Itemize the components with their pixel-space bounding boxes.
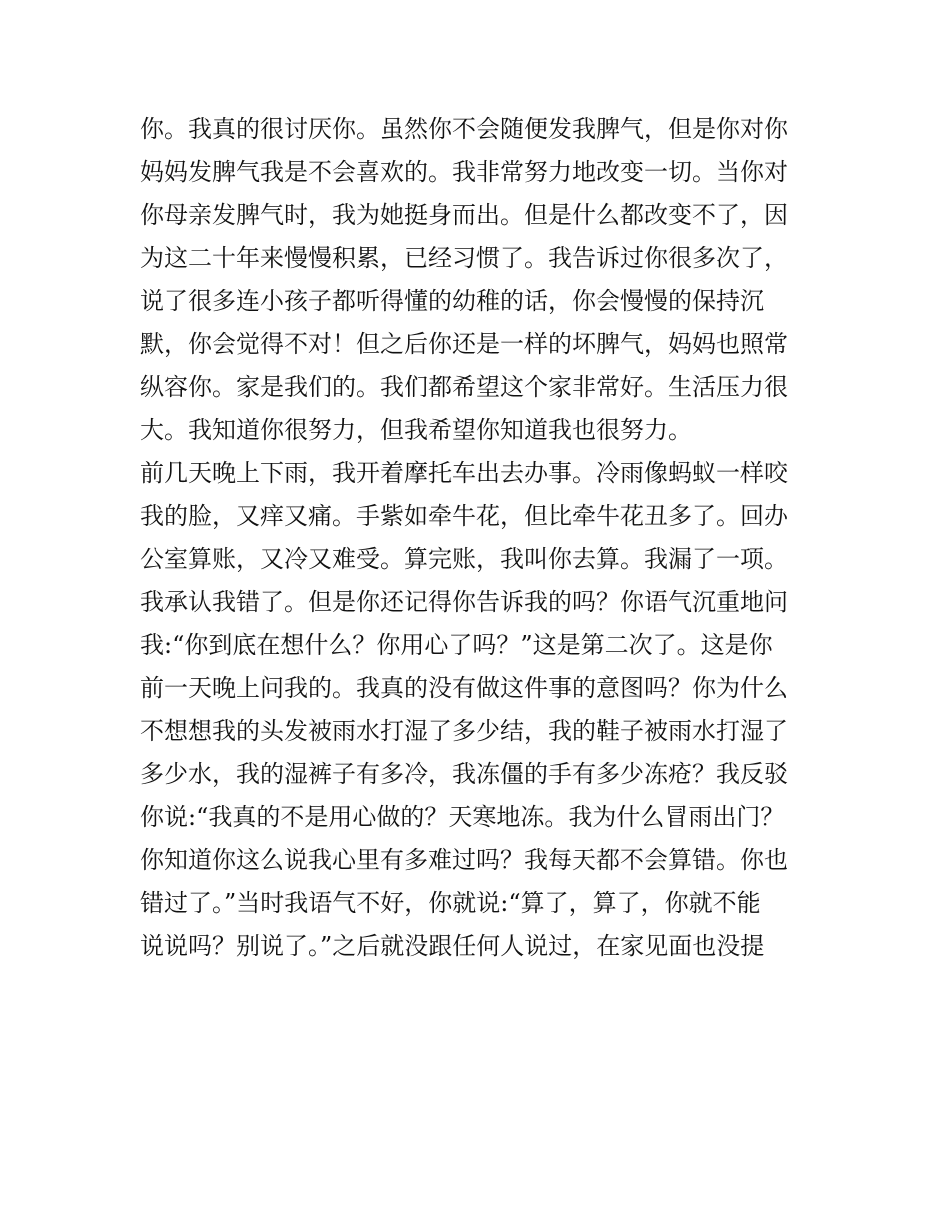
- text-line: 妈妈发脾气我是不会喜欢的。我非常努力地改变一切。当你对: [140, 158, 788, 186]
- text-line: 说了很多连小孩子都听得懂的幼稚的话，你会慢慢的保持沉: [140, 287, 764, 315]
- text-line: 不想想我的头发被雨水打湿了多少结，我的鞋子被雨水打湿了: [140, 717, 788, 745]
- text-line: 纵容你。家是我们的。我们都希望这个家非常好。生活压力很: [140, 373, 788, 401]
- text-line: 你母亲发脾气时，我为她挺身而出。但是什么都改变不了，因: [140, 201, 788, 229]
- text-line: 我:“你到底在想什么？你用心了吗？”这是第二次了。这是你: [140, 631, 773, 659]
- text-line: 错过了。”当时我语气不好，你就说:“算了，算了，你就不能: [140, 889, 761, 917]
- text-line: 我承认我错了。但是你还记得你告诉我的吗？你语气沉重地问: [140, 588, 788, 616]
- text-line: 多少水，我的湿裤子有多冷，我冻僵的手有多少冻疮？我反驳: [140, 760, 788, 788]
- text-line: 我的脸，又痒又痛。手紫如牵牛花，但比牵牛花丑多了。回办: [140, 502, 788, 530]
- text-line: 为这二十年来慢慢积累，已经习惯了。我告诉过你很多次了，: [140, 244, 788, 272]
- text-line: 前一天晚上问我的。我真的没有做这件事的意图吗？你为什么: [140, 674, 788, 702]
- text-line: 你说:“我真的不是用心做的？天寒地冻。我为什么冒雨出门？: [140, 803, 785, 831]
- text-line: 前几天晚上下雨，我开着摩托车出去办事。冷雨像蚂蚁一样咬: [140, 459, 788, 487]
- body-text: [140, 108, 830, 968]
- text-line: 默，你会觉得不对！但之后你还是一样的坏脾气，妈妈也照常: [140, 330, 788, 358]
- text-line: 公室算账，又冷又难受。算完账，我叫你去算。我漏了一项。: [140, 545, 788, 573]
- text-line: 大。我知道你很努力，但我希望你知道我也很努力。: [140, 416, 692, 444]
- text-line: 你知道你这么说我心里有多难过吗？我每天都不会算错。你也: [140, 846, 788, 874]
- text-line: 你。我真的很讨厌你。虽然你不会随便发我脾气，但是你对你: [140, 115, 788, 143]
- text-line: 说说吗？别说了。”之后就没跟任何人说过，在家见面也没提: [140, 932, 765, 960]
